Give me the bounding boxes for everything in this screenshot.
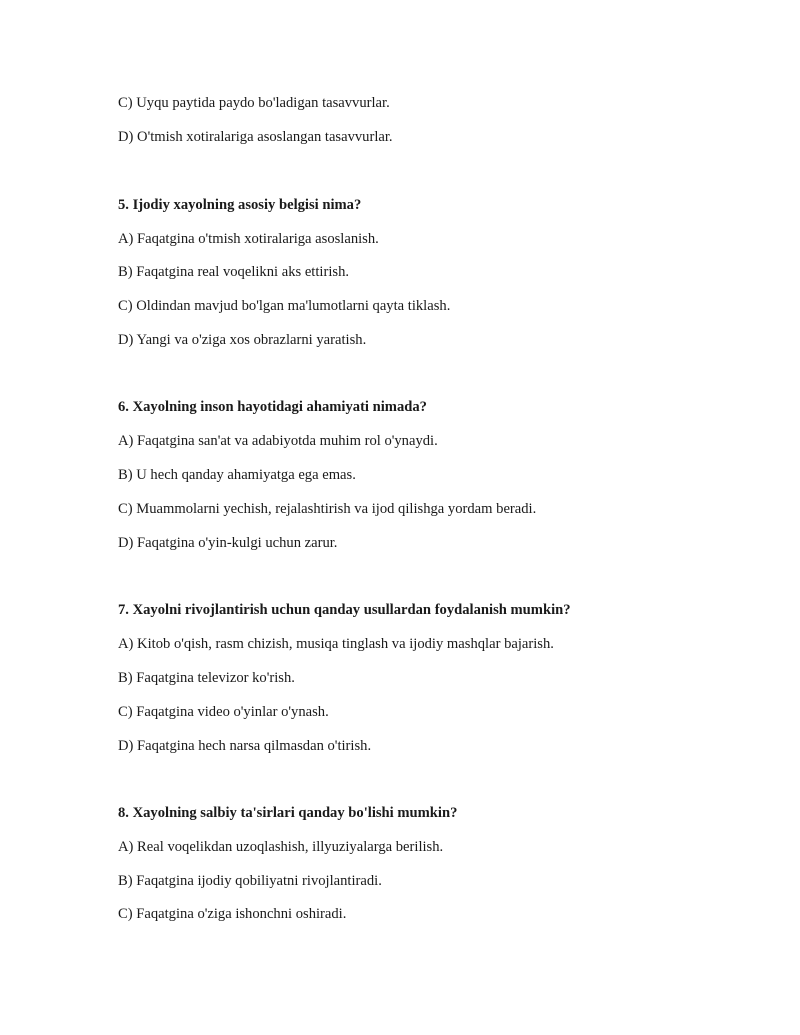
question-5-option-a: A) Faqatgina o'tmish xotiralariga asoslanish. xyxy=(118,231,379,247)
question-7-option-a: A) Kitob o'qish, rasm chizish, musiqa tinglash va ijodiy mashqlar bajarish. xyxy=(118,636,554,652)
question-8-option-a: A) Real voqelikdan uzoqlashish, illyuziyalarga berilish. xyxy=(118,839,444,855)
question-6-title: 6. Xayolning inson hayotidagi ahamiyati nimada? xyxy=(118,399,427,415)
question-8-option-b: B) Faqatgina ijodiy qobiliyatni rivojlantiradi. xyxy=(118,873,382,889)
question-5-title: 5. Ijodiy xayolning asosiy belgisi nima? xyxy=(118,197,362,213)
question-7-option-b: B) Faqatgina televizor ko'rish. xyxy=(118,670,295,686)
question-6-option-d: D) Faqatgina o'yin-kulgi uchun zarur. xyxy=(118,535,338,551)
question-8-option-c: C) Faqatgina o'ziga ishonchni oshiradi. xyxy=(118,906,347,922)
question-6-option-b: B) U hech qanday ahamiyatga ega emas. xyxy=(118,467,356,483)
question-5-option-d: D) Yangi va o'ziga xos obrazlarni yaratish. xyxy=(118,332,367,348)
question-7-title: 7. Xayolni rivojlantirish uchun qanday usullardan foydalanish mumkin? xyxy=(118,602,571,618)
question-6-option-c: C) Muammolarni yechish, rejalashtirish va ijod qilishga yordam beradi. xyxy=(118,501,537,517)
question-5-option-c: C) Oldindan mavjud bo'lgan ma'lumotlarni qayta tiklash. xyxy=(118,298,451,314)
question-7-option-d: D) Faqatgina hech narsa qilmasdan o'tirish. xyxy=(118,738,372,754)
question-5-option-b: B) Faqatgina real voqelikni aks ettirish. xyxy=(118,264,350,280)
option-d-continuation: D) O'tmish xotiralariga asoslangan tasavvurlar. xyxy=(118,129,393,145)
option-c-continuation: C) Uyqu paytida paydo bo'ladigan tasavvurlar. xyxy=(118,95,390,111)
question-7-option-c: C) Faqatgina video o'yinlar o'ynash. xyxy=(118,704,329,720)
question-8-title: 8. Xayolning salbiy ta'sirlari qanday bo'lishi mumkin? xyxy=(118,805,458,821)
question-6-option-a: A) Faqatgina san'at va adabiyotda muhim rol o'ynaydi. xyxy=(118,433,438,449)
